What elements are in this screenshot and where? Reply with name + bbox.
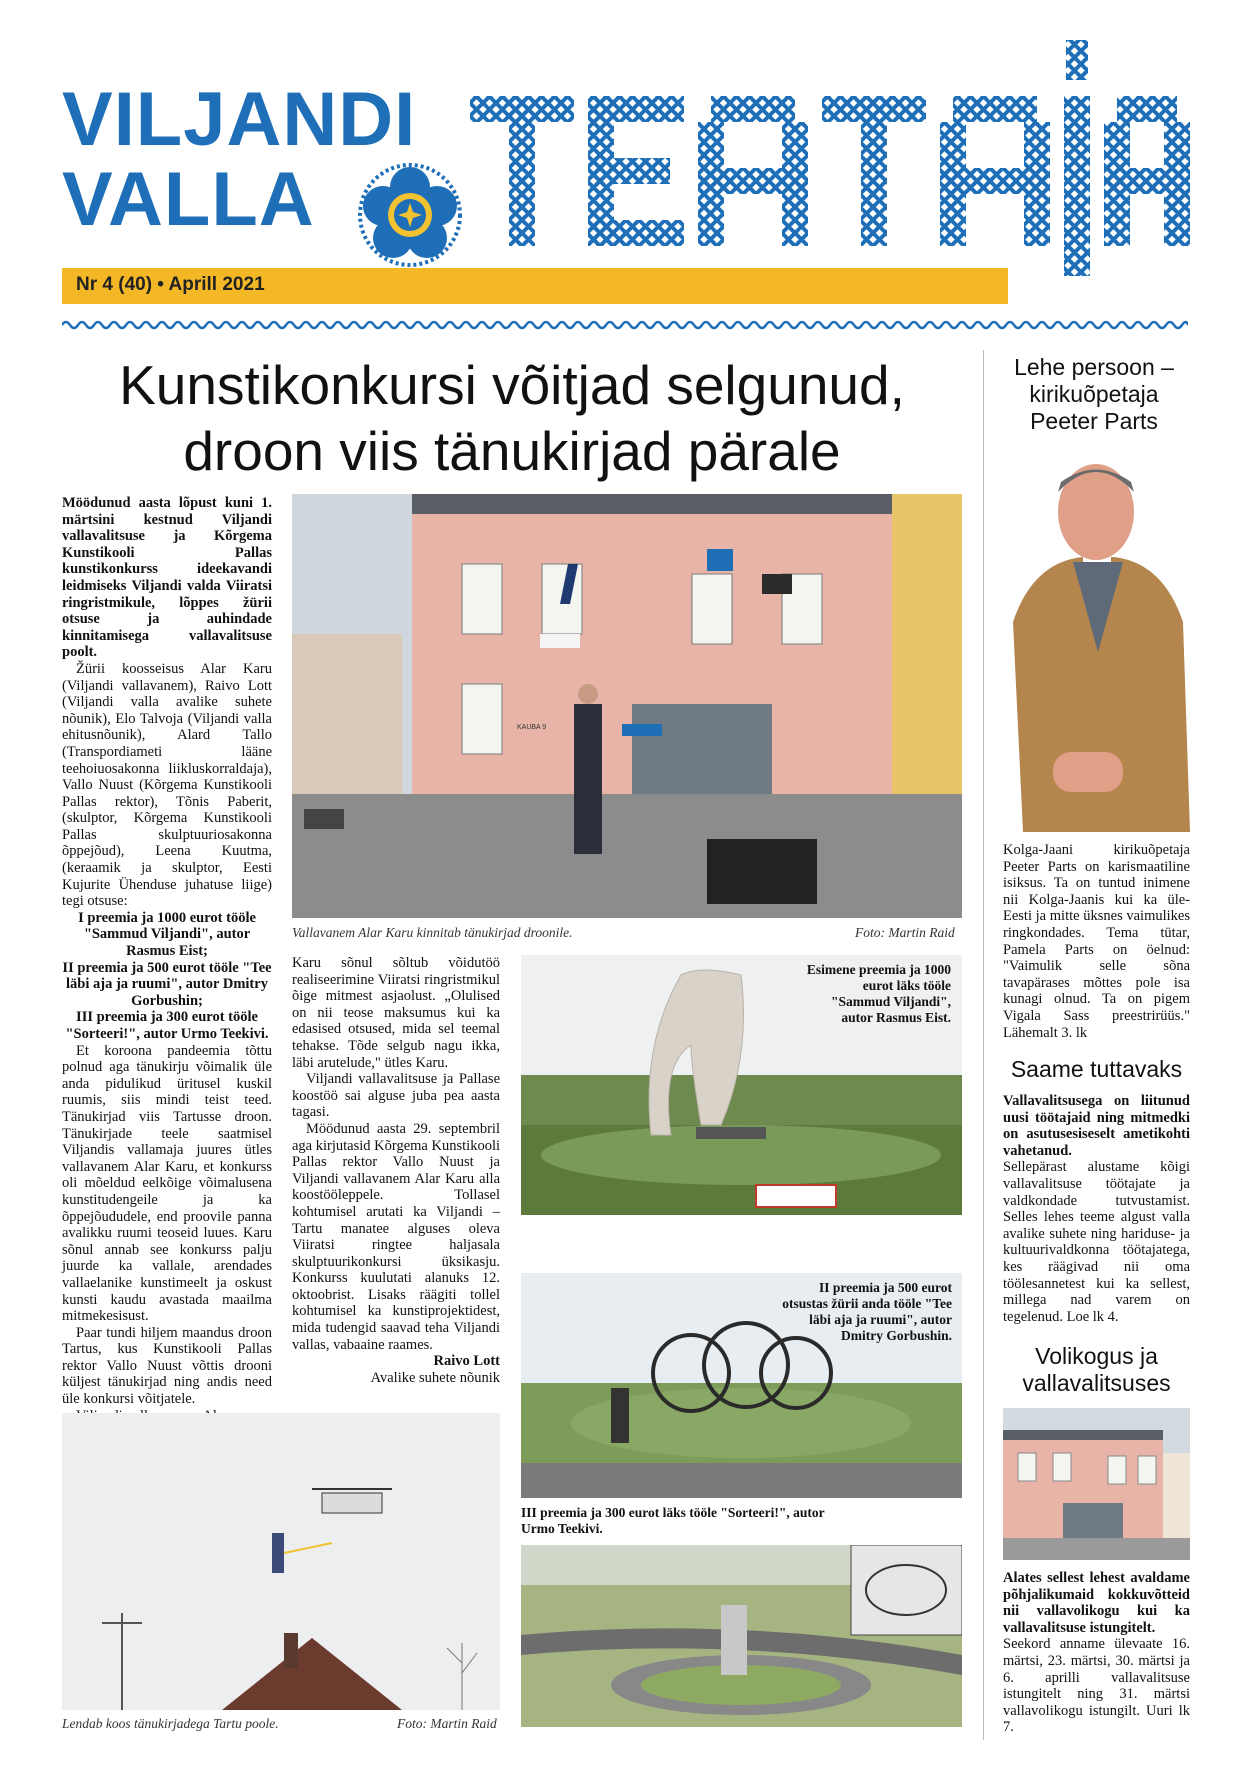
article-paragraph: Viljandi vallavalitsuse ja Pallase koostöö sai alguse juba pea aasta tagasi.: [292, 1071, 500, 1121]
article-column-1: [62, 495, 272, 1424]
article-column-2: [292, 955, 500, 1386]
prize-2-caption: II preemia ja 500 eurot otsustas žürii anda tööle "Tee läbi aja ja ruumi", autor Dmitry Gorbushin.: [782, 1280, 952, 1343]
prize-1-text: I preemia ja 1000 eurot tööle "Sammud Viljandi", autor Rasmus Eist;: [78, 909, 256, 960]
issue-label: Nr 4 (40) • Aprill 2021: [76, 274, 265, 295]
tuttavaks-lead: Vallavalitsusega on liitunud uusi töötajaid ning mitmedki on asutusesiseselt ametikohti vahetanud.: [1003, 1093, 1190, 1159]
persoon-title: Lehe persoon – kirikuõpetaja Peeter Parts: [1014, 354, 1174, 434]
masthead-title: [470, 38, 1190, 300]
prize-1-caption: Esimene preemia ja 1000 eurot läks tööle "Sammud Viljandi", autor Rasmus Eist.: [806, 962, 951, 1025]
tuttavaks-text: Sellepärast alustame kõigi vallavalitsuse töötajate ja valdkondade tutvustamist. Selles lehes teeme algust valla avalike suhete ning hariduse- ja kultuurivaldkonna töötajatega, kes räägivad nii oma töölesannetest kui ka sellest, millega nad varem on tegelenud. Loe lk 4.: [1003, 1159, 1190, 1325]
wave-divider: [62, 318, 1188, 332]
column-divider: [983, 350, 984, 1740]
photo-main-caption: Vallavanem Alar Karu kinnitab tänukirjad droonile.: [292, 925, 573, 940]
volikogu-title: Volikogus ja vallavalitsuses: [1022, 1343, 1171, 1396]
volikogu-lead: Alates sellest lehest avaldame põhjalikumaid kokkuvõtteid nii vallavolikogu kui ka vallavalitsuse istungitelt.: [1003, 1570, 1190, 1636]
prize-3-caption: III preemia ja 300 eurot läks tööle "Sorteeri!", autor Urmo Teekivi.: [521, 1505, 825, 1536]
persoon-text: Kolga-Jaani kirikuõpetaja Peeter Parts on karismaatiline isiksus. Ta on tuntud inimene nii Kolga-Jaanis kui ka üle-Eesti ja mitte üksnes vaimulikes ringkondades. Tema tütar, Pamela Parts on öelnud: "Vaimulik selle sõna tavapärases mõttes pole isa kunagi olnud. Ta on pigem Vigala Sass preestrirüüs." Lähemalt 3. lk: [1003, 842, 1190, 1041]
photo-drone-credit: Foto: Martin Raid: [397, 1716, 497, 1731]
article-author: Raivo Lott: [433, 1353, 500, 1370]
rosette-logo: [355, 160, 465, 270]
prize-3-text: III preemia ja 300 eurot tööle "Sorteeri!", autor Urmo Teekivi.: [65, 1009, 269, 1042]
tuttavaks-section: [1003, 1093, 1190, 1325]
article-author-role: Avalike suhete nõunik: [370, 1369, 500, 1386]
photo-drone-flight: [62, 1413, 500, 1710]
headline-line-1: Kunstikonkursi võitjad selgunud,: [119, 354, 905, 416]
photo-drone-caption: Lendab koos tänukirjadega Tartu poole.: [62, 1716, 279, 1731]
article-paragraph: Karu sõnul sõltub võidutöö realiseerimine Viiratsi ringristmikul õige mitmest asjaolust. „Olulised on nii teose maksumus kui ka edasised otsused, mida sel teemal tehakse. Tõde selgub nagu ikka, läbi arutelude," ütles Karu.: [292, 955, 500, 1071]
headline-line-2: droon viis tänukirjad pärale: [183, 420, 841, 482]
masthead-line-1: VILJANDI: [62, 77, 417, 162]
volikogu-text: Seekord anname ülevaate 16. märtsi, 23. märtsi, 30. märtsi ja 6. aprilli vallavalitsuse istungitelt ning 31. märtsi vallavolikogu istungilt. Uuri lk 7.: [1003, 1636, 1190, 1736]
volikogu-section: [1003, 1570, 1190, 1736]
prize-2-text: II preemia ja 500 eurot tööle "Tee läbi aja ja ruumi", autor Dmitry Gorbushin;: [62, 959, 272, 1009]
photo-town-hall: [1003, 1408, 1190, 1560]
issue-bar: [62, 268, 1008, 304]
photo-main-credit: Foto: Martin Raid: [855, 925, 955, 940]
street-sign: KAUBA 9: [517, 724, 547, 731]
main-headline: [62, 352, 962, 484]
tuttavaks-title: Saame tuttavaks: [1010, 1056, 1183, 1082]
photo-prize-3-sculpture: [521, 1545, 962, 1727]
photo-town-hall-drone: [292, 494, 962, 918]
masthead-line-2: VALLA: [62, 157, 315, 242]
article-paragraph: Žürii koosseisus Alar Karu (Viljandi vallavanem), Raivo Lott (Viljandi valla avalike suhete nõunik), Elo Talvoja (Viljandi valla ehitusnõunik), Alard Tallo (Transpordiameti lääne teehoiuosakonna liikluskorraldaja), Vallo Nuust (Kõrgema Kunstikooli Pallas rektor), Tõnis Paberit, (skulptor, Kõrgema Kunstikooli Pallas skulptuuriosakonna õppejõud), Leena Kuutma, (keraamik ja skulptor, Eesti Kujurite Ühenduse juhatuse liige) tegi otsuse:: [62, 660, 272, 910]
photo-peeter-parts: [1003, 452, 1190, 832]
article-paragraph: Et koroona pandeemia tõttu polnud aga tänukirju võimalik üle anda pidulikud üritusel kuskil ruumis, siis mindi teist teed. Tänukirjad viis Tartusse droon. Tänukirjade teele saatmisel Viljandis vallamaja juures ütles vallavanem Alar Karu, et konkurss oli mõeldud eelkõige võimalusena kunstitudengeile ja ka õppejõududele, end proovile panna avalikku ruumi teoseid luues. Karu sõnul annab see konkurss palju juurde ka vallale, arendades vallaelanike kunstimeelt ja oskust kunsti kaudu avastada maailma mitmekesisust.: [62, 1042, 272, 1325]
article-paragraph: Möödunud aasta 29. septembril aga kirjutasid Kõrgema Kunstikooli Pallas rektor Vallo Nuust ja Viljandi vallavanem Alar Karu alla koostööleppele. Tollasel kohtumisel arutati ka Viljandi – Tartu manatee alguses oleva Viiratsi ringtee haljasala skulptuurikonkursi üksikasju. Konkurss kuulutati alanuks 12. oktoobrist. Lisaks räägiti tollel kohtumisel ka kunstiprojektidest, mida tudengid saavad teha Viljandi vallas, vabaaine raames.: [292, 1120, 500, 1353]
article-lead: Möödunud aasta lõpust kuni 1. märtsini kestnud Viljandi vallavalitsuse ja Kõrgema Kunstikooli Pallas kunstikonkurss ideekavandi leidmiseks Viljandi valda Viiratsi ringristmikule, lõppes žürii otsuse ja auhindade kinnitamisega vallavalitsuse poolt.: [62, 495, 272, 661]
article-paragraph: Paar tundi hiljem maandus droon Tartus, kus Kunstikooli Pallas rektor Vallo Nuust võttis drooni küljest tänukirjad ning andis need üle konkursi võitjatele.: [62, 1324, 272, 1408]
